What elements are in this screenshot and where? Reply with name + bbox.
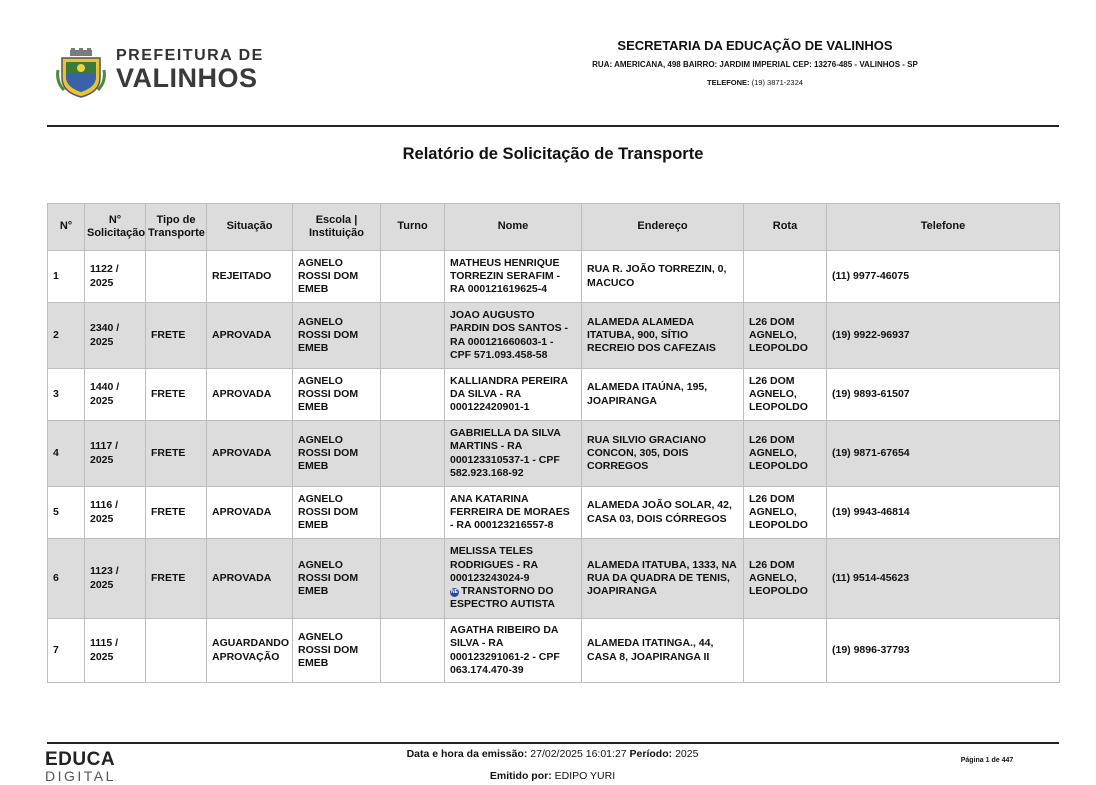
cell-solicitacao: 1440 / 2025 <box>85 369 146 421</box>
cell-tipo <box>146 619 207 683</box>
cell-tipo: FRETE <box>146 487 207 539</box>
secretaria-title: SECRETARIA DA EDUCAÇÃO DE VALINHOS <box>617 38 893 53</box>
cell-escola: AGNELO ROSSI DOM EMEB <box>293 251 381 303</box>
cell-situacao: APROVADA <box>207 369 293 421</box>
cell-situacao: AGUARDANDO APROVAÇÃO <box>207 619 293 683</box>
table-header-row <box>48 204 1060 251</box>
cell-solicitacao: 1123 / 2025 <box>85 539 146 619</box>
cell-telefone: (19) 9943-46814 <box>827 487 1060 539</box>
col-header-escola: Escola | Instituição <box>293 204 381 251</box>
period-label: Período: <box>629 748 673 760</box>
header-divider <box>47 125 1059 127</box>
cell-n: 2 <box>48 303 85 369</box>
cell-n: 6 <box>48 539 85 619</box>
cell-rota: L26 DOM AGNELO, LEOPOLDO <box>744 369 827 421</box>
cell-n: 7 <box>48 619 85 683</box>
cell-turno <box>381 421 445 487</box>
cell-nome: KALLIANDRA PEREIRA DA SILVA - RA 000122420901-1 <box>445 369 582 421</box>
issued-by-value: EDIPO YURI <box>554 770 616 782</box>
cell-telefone: (11) 9977-46075 <box>827 251 1060 303</box>
educa-logo-line2: DIGITAL <box>45 768 116 784</box>
cell-nome: MATHEUS HENRIQUE TORREZIN SERAFIM - RA 000121619625-4 <box>445 251 582 303</box>
col-header-nome: Nome <box>445 204 582 251</box>
col-header-situacao: Situação <box>207 204 293 251</box>
table-row <box>48 619 1060 683</box>
cell-endereco: ALAMEDA ITAÚNA, 195, JOAPIRANGA <box>582 369 744 421</box>
special-needs-label: TRANSTORNO DO ESPECTRO AUTISTA <box>450 585 556 611</box>
table-row <box>48 421 1060 487</box>
cell-nome <box>445 539 582 619</box>
table-row <box>48 369 1060 421</box>
emission-value: 27/02/2025 16:01:27 <box>530 748 627 760</box>
educa-digital-logo <box>45 750 116 783</box>
cell-turno <box>381 487 445 539</box>
cell-endereco: ALAMEDA JOÃO SOLAR, 42, CASA 03, DOIS CÓRREGOS <box>582 487 744 539</box>
transport-requests-table <box>47 203 1060 683</box>
cell-nome: ANA KATARINA FERREIRA DE MORAES - RA 000123216557-8 <box>445 487 582 539</box>
cell-escola: AGNELO ROSSI DOM EMEB <box>293 369 381 421</box>
cell-rota <box>744 619 827 683</box>
cell-solicitacao: 1117 / 2025 <box>85 421 146 487</box>
table-row <box>48 487 1060 539</box>
cell-n: 4 <box>48 421 85 487</box>
page-number: Página 1 de 447 <box>960 757 1014 764</box>
secretaria-address: RUA: AMERICANA, 498 BAIRRO: JARDIM IMPERIAL CEP: 13276-485 - VALINHOS - SP <box>592 60 918 69</box>
report-title: Relatório de Solicitação de Transporte <box>402 145 704 163</box>
issued-by <box>300 770 805 782</box>
cell-rota: L26 DOM AGNELO, LEOPOLDO <box>744 421 827 487</box>
cell-endereco: RUA SILVIO GRACIANO CONCON, 305, DOIS CORREGOS <box>582 421 744 487</box>
emission-label: Data e hora da emissão: <box>406 748 528 760</box>
cell-turno <box>381 303 445 369</box>
cell-turno <box>381 251 445 303</box>
cell-endereco: RUA R. JOÃO TORREZIN, 0, MACUCO <box>582 251 744 303</box>
col-header-solicitacao: N° Solicitação <box>85 204 146 251</box>
cell-escola: AGNELO ROSSI DOM EMEB <box>293 421 381 487</box>
footer-divider <box>47 742 1059 744</box>
cell-turno <box>381 539 445 619</box>
cell-rota <box>744 251 827 303</box>
cell-nome: JOAO AUGUSTO PARDIN DOS SANTOS - RA 000121660603-1 - CPF 571.093.458-58 <box>445 303 582 369</box>
col-header-turno: Turno <box>381 204 445 251</box>
col-header-rota: Rota <box>744 204 827 251</box>
city-coat-of-arms-icon <box>56 48 106 98</box>
cell-telefone: (11) 9514-45623 <box>827 539 1060 619</box>
cell-escola: AGNELO ROSSI DOM EMEB <box>293 303 381 369</box>
cell-tipo: FRETE <box>146 539 207 619</box>
cell-n: 5 <box>48 487 85 539</box>
cell-situacao: APROVADA <box>207 303 293 369</box>
cell-rota: L26 DOM AGNELO, LEOPOLDO <box>744 539 827 619</box>
cell-nome: AGATHA RIBEIRO DA SILVA - RA 000123291061-2 - CPF 063.174.470-39 <box>445 619 582 683</box>
secretaria-phone <box>530 78 980 87</box>
cell-tipo: FRETE <box>146 421 207 487</box>
cell-rota: L26 DOM AGNELO, LEOPOLDO <box>744 487 827 539</box>
table-row <box>48 539 1060 619</box>
cell-situacao: APROVADA <box>207 421 293 487</box>
phone-label: TELEFONE: <box>707 78 750 87</box>
phone-value: (19) 3871-2324 <box>751 78 803 87</box>
col-header-n: N° <box>48 204 85 251</box>
table-row <box>48 303 1060 369</box>
cell-telefone: (19) 9893-61507 <box>827 369 1060 421</box>
cell-telefone: (19) 9922-96937 <box>827 303 1060 369</box>
cell-tipo: FRETE <box>146 303 207 369</box>
period-value: 2025 <box>675 748 699 760</box>
prefeitura-logo <box>56 44 266 100</box>
cell-endereco: ALAMEDA ITATUBA, 1333, NA RUA DA QUADRA DE TENIS, JOAPIRANGA <box>582 539 744 619</box>
cell-tipo: FRETE <box>146 369 207 421</box>
cell-telefone: (19) 9871-67654 <box>827 421 1060 487</box>
logo-line1: PREFEITURA DE <box>116 47 264 64</box>
cell-endereco: ALAMEDA ALAMEDA ITATUBA, 900, SÍTIO RECREIO DOS CAFEZAIS <box>582 303 744 369</box>
cell-solicitacao: 2340 / 2025 <box>85 303 146 369</box>
col-header-telefone: Telefone <box>827 204 1060 251</box>
cell-solicitacao: 1116 / 2025 <box>85 487 146 539</box>
cell-turno <box>381 619 445 683</box>
cell-situacao: APROVADA <box>207 487 293 539</box>
cell-situacao: APROVADA <box>207 539 293 619</box>
cell-n: 1 <box>48 251 85 303</box>
issued-by-label: Emitido por: <box>489 770 552 782</box>
cell-solicitacao: 1122 / 2025 <box>85 251 146 303</box>
cell-turno <box>381 369 445 421</box>
cell-situacao: REJEITADO <box>207 251 293 303</box>
logo-line2: VALINHOS <box>116 63 258 93</box>
special-needs-badge-icon: NE <box>451 589 458 596</box>
cell-nome: GABRIELLA DA SILVA MARTINS - RA 000123310537-1 - CPF 582.923.168-92 <box>445 421 582 487</box>
cell-endereco: ALAMEDA ITATINGA., 44, CASA 8, JOAPIRANGA II <box>582 619 744 683</box>
cell-telefone: (19) 9896-37793 <box>827 619 1060 683</box>
cell-escola: AGNELO ROSSI DOM EMEB <box>293 619 381 683</box>
cell-tipo <box>146 251 207 303</box>
col-header-endereco: Endereço <box>582 204 744 251</box>
cell-rota: L26 DOM AGNELO, LEOPOLDO <box>744 303 827 369</box>
educa-logo-line1: EDUCA <box>45 749 116 770</box>
table-row <box>48 251 1060 303</box>
cell-escola: AGNELO ROSSI DOM EMEB <box>293 487 381 539</box>
emission-info <box>300 748 805 760</box>
cell-nome-text: MELISSA TELES RODRIGUES - RA 000123243024-9 <box>450 545 538 584</box>
col-header-tipo: Tipo de Transporte <box>146 204 207 251</box>
cell-solicitacao: 1115 / 2025 <box>85 619 146 683</box>
cell-n: 3 <box>48 369 85 421</box>
cell-escola: AGNELO ROSSI DOM EMEB <box>293 539 381 619</box>
